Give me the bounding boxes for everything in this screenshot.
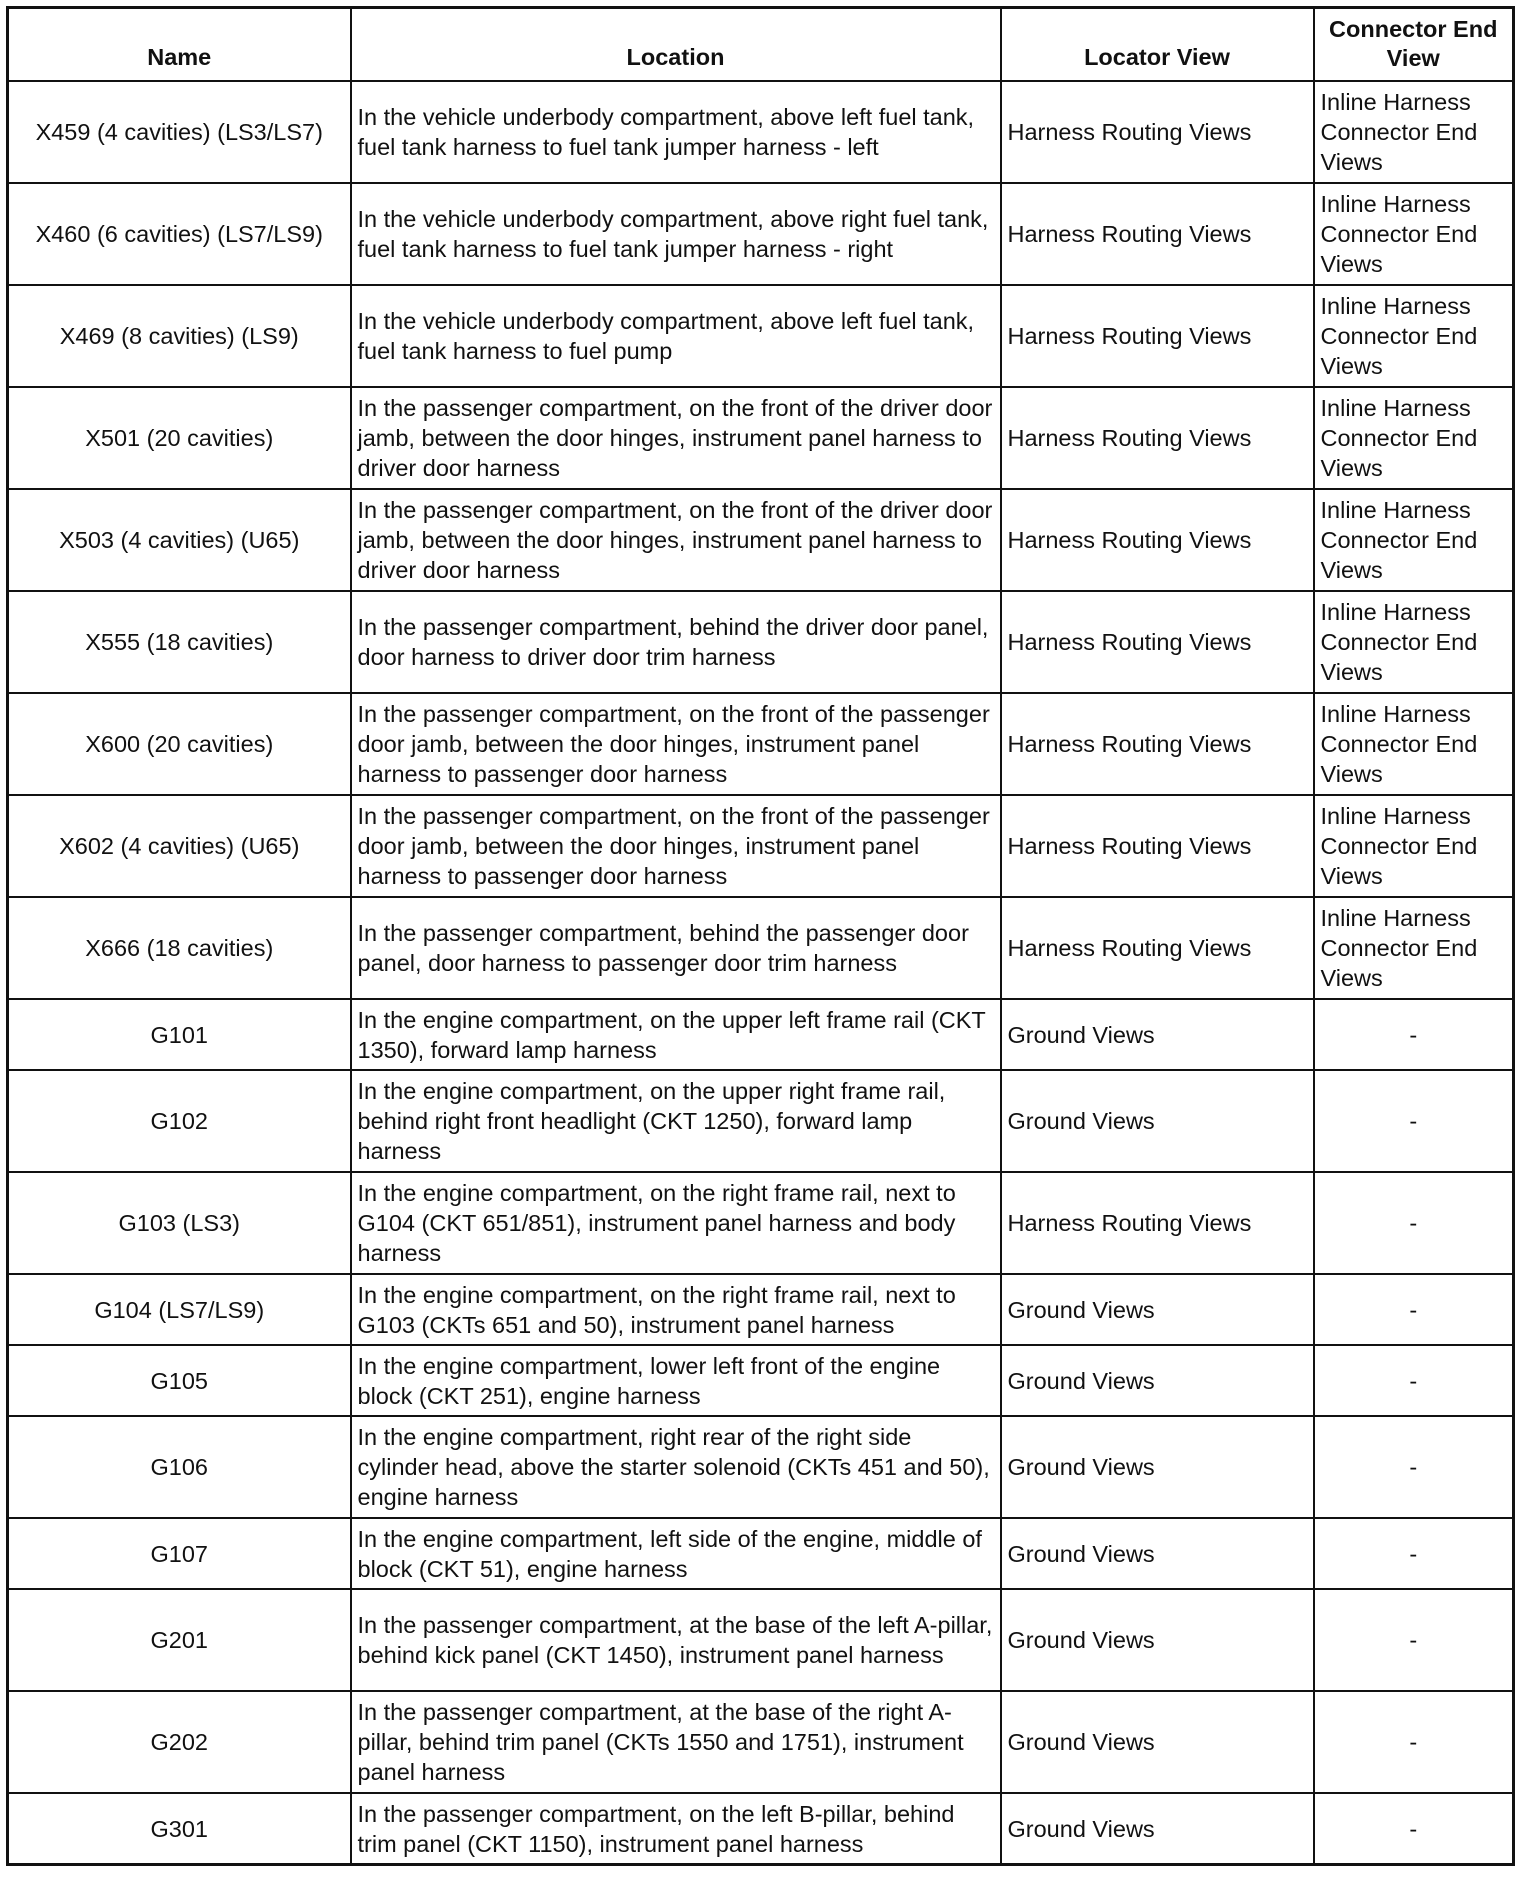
cell-name: G101	[8, 999, 351, 1070]
cell-name: G106	[8, 1416, 351, 1518]
cell-connector-end-view: Inline Harness Connector End Views	[1314, 795, 1514, 897]
table-row	[8, 1589, 1514, 1691]
cell-location: In the passenger compartment, on the left B-pillar, behind trim panel (CKT 1150), instrument panel harness	[351, 1793, 1001, 1865]
cell-locator-view: Ground Views	[1001, 1691, 1314, 1793]
cell-location: In the vehicle underbody compartment, above right fuel tank, fuel tank harness to fuel tank jumper harness - right	[351, 183, 1001, 285]
cell-connector-end-view: -	[1314, 1589, 1514, 1691]
cell-location: In the passenger compartment, behind the driver door panel, door harness to driver door trim harness	[351, 591, 1001, 693]
cell-name: G201	[8, 1589, 351, 1691]
cell-name: G104 (LS7/LS9)	[8, 1274, 351, 1345]
cell-connector-end-view: Inline Harness Connector End Views	[1314, 591, 1514, 693]
cell-locator-view: Harness Routing Views	[1001, 897, 1314, 999]
cell-locator-view: Harness Routing Views	[1001, 489, 1314, 591]
cell-locator-view: Harness Routing Views	[1001, 1172, 1314, 1274]
cell-locator-view: Harness Routing Views	[1001, 183, 1314, 285]
cell-location: In the engine compartment, on the right frame rail, next to G104 (CKT 651/851), instrument panel harness and body harness	[351, 1172, 1001, 1274]
cell-name: X600 (20 cavities)	[8, 693, 351, 795]
table-row	[8, 1345, 1514, 1416]
table-row	[8, 387, 1514, 489]
table-row	[8, 999, 1514, 1070]
cell-locator-view: Harness Routing Views	[1001, 591, 1314, 693]
column-header-locator-view: Locator View	[1001, 8, 1314, 82]
cell-locator-view: Harness Routing Views	[1001, 693, 1314, 795]
table-row	[8, 591, 1514, 693]
cell-connector-end-view: -	[1314, 999, 1514, 1070]
cell-name: X469 (8 cavities) (LS9)	[8, 285, 351, 387]
cell-locator-view: Ground Views	[1001, 1070, 1314, 1172]
table-row	[8, 1172, 1514, 1274]
cell-connector-end-view: Inline Harness Connector End Views	[1314, 387, 1514, 489]
cell-location: In the passenger compartment, on the front of the passenger door jamb, between the door hinges, instrument panel harness to passenger door harness	[351, 693, 1001, 795]
cell-locator-view: Ground Views	[1001, 1518, 1314, 1589]
table-row	[8, 1518, 1514, 1589]
cell-connector-end-view: -	[1314, 1274, 1514, 1345]
cell-locator-view: Harness Routing Views	[1001, 285, 1314, 387]
cell-name: G102	[8, 1070, 351, 1172]
cell-locator-view: Ground Views	[1001, 1274, 1314, 1345]
table-row	[8, 1416, 1514, 1518]
table-row	[8, 285, 1514, 387]
cell-location: In the engine compartment, on the upper right frame rail, behind right front headlight (CKT 1250), forward lamp harness	[351, 1070, 1001, 1172]
cell-name: G301	[8, 1793, 351, 1865]
cell-connector-end-view: -	[1314, 1793, 1514, 1865]
table-row	[8, 897, 1514, 999]
table-row	[8, 1070, 1514, 1172]
cell-connector-end-view: Inline Harness Connector End Views	[1314, 81, 1514, 183]
cell-connector-end-view: Inline Harness Connector End Views	[1314, 897, 1514, 999]
cell-location: In the passenger compartment, behind the passenger door panel, door harness to passenger door trim harness	[351, 897, 1001, 999]
table-header-row	[8, 8, 1514, 82]
cell-location: In the passenger compartment, on the front of the driver door jamb, between the door hinges, instrument panel harness to driver door harness	[351, 387, 1001, 489]
table-row	[8, 489, 1514, 591]
column-header-name: Name	[8, 8, 351, 82]
cell-connector-end-view: Inline Harness Connector End Views	[1314, 285, 1514, 387]
cell-name: X503 (4 cavities) (U65)	[8, 489, 351, 591]
cell-name: G103 (LS3)	[8, 1172, 351, 1274]
cell-locator-view: Ground Views	[1001, 1416, 1314, 1518]
cell-connector-end-view: -	[1314, 1172, 1514, 1274]
cell-location: In the engine compartment, on the right frame rail, next to G103 (CKTs 651 and 50), instrument panel harness	[351, 1274, 1001, 1345]
component-locator-table	[6, 6, 1515, 1866]
cell-locator-view: Harness Routing Views	[1001, 795, 1314, 897]
cell-location: In the vehicle underbody compartment, above left fuel tank, fuel tank harness to fuel pump	[351, 285, 1001, 387]
cell-name: X501 (20 cavities)	[8, 387, 351, 489]
cell-name: X666 (18 cavities)	[8, 897, 351, 999]
cell-locator-view: Ground Views	[1001, 1793, 1314, 1865]
cell-connector-end-view: -	[1314, 1416, 1514, 1518]
cell-name: G105	[8, 1345, 351, 1416]
table-row	[8, 1793, 1514, 1865]
cell-name: G202	[8, 1691, 351, 1793]
cell-location: In the vehicle underbody compartment, above left fuel tank, fuel tank harness to fuel tank jumper harness - left	[351, 81, 1001, 183]
cell-location: In the passenger compartment, at the base of the left A-pillar, behind kick panel (CKT 1450), instrument panel harness	[351, 1589, 1001, 1691]
cell-connector-end-view: Inline Harness Connector End Views	[1314, 183, 1514, 285]
cell-connector-end-view: Inline Harness Connector End Views	[1314, 489, 1514, 591]
table-row	[8, 795, 1514, 897]
cell-location: In the engine compartment, on the upper left frame rail (CKT 1350), forward lamp harness	[351, 999, 1001, 1070]
cell-locator-view: Harness Routing Views	[1001, 81, 1314, 183]
cell-locator-view: Harness Routing Views	[1001, 387, 1314, 489]
table-row	[8, 1274, 1514, 1345]
cell-location: In the engine compartment, left side of the engine, middle of block (CKT 51), engine harness	[351, 1518, 1001, 1589]
table-row	[8, 81, 1514, 183]
cell-location: In the engine compartment, lower left front of the engine block (CKT 251), engine harness	[351, 1345, 1001, 1416]
cell-name: G107	[8, 1518, 351, 1589]
cell-connector-end-view: -	[1314, 1070, 1514, 1172]
cell-connector-end-view: Inline Harness Connector End Views	[1314, 693, 1514, 795]
cell-name: X459 (4 cavities) (LS3/LS7)	[8, 81, 351, 183]
cell-location: In the passenger compartment, on the front of the passenger door jamb, between the door hinges, instrument panel harness to passenger door harness	[351, 795, 1001, 897]
column-header-connector-end-view: Connector End View	[1314, 8, 1514, 82]
cell-name: X602 (4 cavities) (U65)	[8, 795, 351, 897]
table-row	[8, 183, 1514, 285]
cell-name: X555 (18 cavities)	[8, 591, 351, 693]
cell-locator-view: Ground Views	[1001, 1345, 1314, 1416]
table-row	[8, 1691, 1514, 1793]
cell-locator-view: Ground Views	[1001, 1589, 1314, 1691]
cell-location: In the passenger compartment, at the base of the right A-pillar, behind trim panel (CKTs 1550 and 1751), instrument panel harness	[351, 1691, 1001, 1793]
column-header-location: Location	[351, 8, 1001, 82]
table-row	[8, 693, 1514, 795]
cell-connector-end-view: -	[1314, 1345, 1514, 1416]
cell-connector-end-view: -	[1314, 1518, 1514, 1589]
cell-locator-view: Ground Views	[1001, 999, 1314, 1070]
cell-connector-end-view: -	[1314, 1691, 1514, 1793]
cell-location: In the engine compartment, right rear of the right side cylinder head, above the starter solenoid (CKTs 451 and 50), engine harness	[351, 1416, 1001, 1518]
cell-name: X460 (6 cavities) (LS7/LS9)	[8, 183, 351, 285]
cell-location: In the passenger compartment, on the front of the driver door jamb, between the door hinges, instrument panel harness to driver door harness	[351, 489, 1001, 591]
